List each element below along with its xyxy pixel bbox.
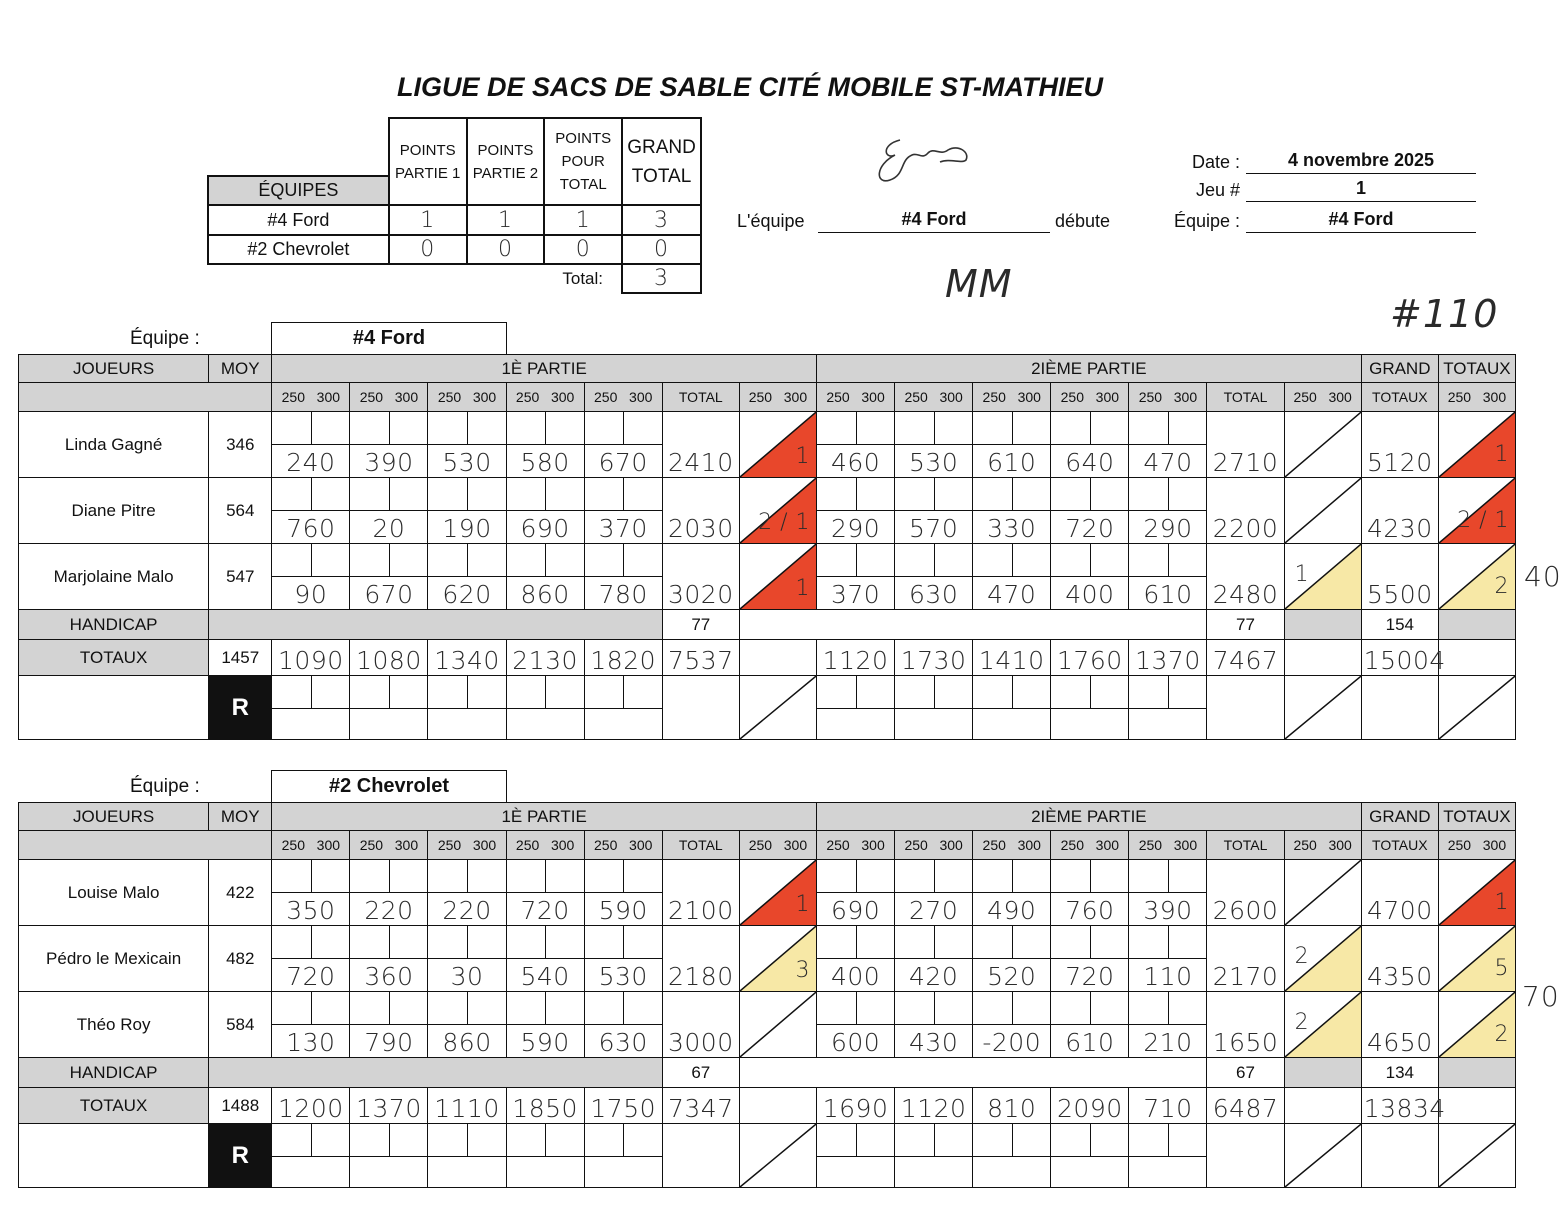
totaux-cell: 710 xyxy=(1129,1088,1207,1124)
totaux-cell: 1690 xyxy=(817,1088,895,1124)
team-block-chevrolet xyxy=(18,770,1516,1188)
totaux-gt: 15004 xyxy=(1361,640,1438,676)
totaux-gt: 13834 xyxy=(1361,1088,1438,1124)
summary-p2: 0 xyxy=(467,235,545,264)
sub-300: 300 xyxy=(1173,389,1198,405)
sub-300: 300 xyxy=(939,389,963,405)
bonus-2: 1 xyxy=(1284,544,1361,610)
score-cell: 420 xyxy=(895,926,973,992)
totaux-bonus: 1 xyxy=(1438,860,1515,926)
sub-250: 250 xyxy=(1138,837,1163,853)
totaux-cell: 1750 xyxy=(584,1088,662,1124)
sub-300: 300 xyxy=(316,837,341,853)
hdr-partie-2: 2IÈME PARTIE xyxy=(817,355,1362,383)
totaux-cell: 1370 xyxy=(1129,640,1207,676)
debute-label: débute xyxy=(1055,211,1111,231)
handicap-label: HANDICAP xyxy=(19,1058,209,1088)
equipe-label: Équipe : xyxy=(1173,211,1240,231)
summary-total-label: Total: xyxy=(562,269,603,288)
bonus-1: 2 / 1 xyxy=(739,478,816,544)
score-cell: 860 xyxy=(506,544,584,610)
sub-header xyxy=(584,383,662,412)
score-cell: 790 xyxy=(350,992,428,1058)
totaux-cell: 1370 xyxy=(350,1088,428,1124)
sub-header xyxy=(1129,383,1207,412)
player-moy: 346 xyxy=(209,412,272,478)
handicap-p2: 67 xyxy=(1207,1058,1284,1088)
score-cell: 570 xyxy=(895,478,973,544)
sub-300: 300 xyxy=(1017,837,1041,853)
score-cell: 610 xyxy=(1051,992,1129,1058)
totaux-cell: 810 xyxy=(973,1088,1051,1124)
sub-header xyxy=(1438,831,1515,860)
sub-header xyxy=(895,831,973,860)
score-cell: 760 xyxy=(1051,860,1129,926)
totaux-cell: 1200 xyxy=(272,1088,350,1124)
totaux-cell: 1120 xyxy=(817,640,895,676)
total-1: 3000 xyxy=(662,992,739,1058)
summary-gt: 3 xyxy=(622,205,701,235)
summary-total-value: 3 xyxy=(622,264,701,293)
jeu-label: Jeu # xyxy=(1195,180,1240,200)
sub-250: 250 xyxy=(281,837,305,853)
summary-table xyxy=(207,117,702,294)
sub-250: 250 xyxy=(594,389,618,405)
signature xyxy=(870,120,980,190)
score-cell: 530 xyxy=(428,412,506,478)
score-cell: 590 xyxy=(506,992,584,1058)
hdr-totaux: TOTAUX xyxy=(1438,803,1515,831)
hdr-moy: MOY xyxy=(209,355,272,383)
player-name: Marjolaine Malo xyxy=(19,544,209,610)
sub-250: 250 xyxy=(904,389,928,405)
score-cell: 690 xyxy=(817,860,895,926)
sub-header xyxy=(1284,831,1361,860)
sub-300: 300 xyxy=(1328,837,1352,853)
page-title: LIGUE DE SACS DE SABLE CITÉ MOBILE ST-MATHIEU xyxy=(396,72,1104,102)
hdr-grand-total: GRAND TOTAL xyxy=(622,118,701,205)
totaux-bonus: 5 xyxy=(1438,926,1515,992)
totaux-bonus: 2 / 1 xyxy=(1438,478,1515,544)
totaux-cell: 1340 xyxy=(428,640,506,676)
score-cell: 290 xyxy=(817,478,895,544)
score-cell: 760 xyxy=(272,478,350,544)
score-cell: 610 xyxy=(973,412,1051,478)
sub-250: 250 xyxy=(1060,837,1084,853)
sub-250: 250 xyxy=(1138,389,1163,405)
score-cell: 130 xyxy=(272,992,350,1058)
score-cell: 370 xyxy=(584,478,662,544)
score-cell: 640 xyxy=(1051,412,1129,478)
totaux-t2: 7467 xyxy=(1207,640,1284,676)
totaux-cell: 2130 xyxy=(506,640,584,676)
total-1: 2030 xyxy=(662,478,739,544)
summary-pt: 0 xyxy=(544,235,622,264)
sub-header xyxy=(506,831,584,860)
hdr-grand: GRAND xyxy=(1361,803,1438,831)
sub-header xyxy=(428,383,506,412)
total-2: 1650 xyxy=(1207,992,1284,1058)
player-moy: 482 xyxy=(209,926,272,992)
sub-header xyxy=(817,383,895,412)
grand-total: 4350 xyxy=(1361,926,1438,992)
score-cell: 860 xyxy=(428,992,506,1058)
player-moy: 564 xyxy=(209,478,272,544)
score-cell: 460 xyxy=(817,412,895,478)
sub-300: 300 xyxy=(1482,837,1507,853)
sub-250: 250 xyxy=(1447,837,1472,853)
handicap-p1: 67 xyxy=(662,1058,739,1088)
team-name: #4 Ford xyxy=(271,322,507,354)
handicap-label: HANDICAP xyxy=(19,610,209,640)
totaux-cell: 1080 xyxy=(350,640,428,676)
score-cell: 540 xyxy=(506,926,584,992)
score-cell: 470 xyxy=(973,544,1051,610)
summary-p1: 0 xyxy=(389,235,467,264)
total-2: 2200 xyxy=(1207,478,1284,544)
summary-pt: 1 xyxy=(544,205,622,235)
player-moy: 547 xyxy=(209,544,272,610)
score-cell: 590 xyxy=(584,860,662,926)
total-1: 2180 xyxy=(662,926,739,992)
score-cell: 240 xyxy=(272,412,350,478)
sub-250: 250 xyxy=(826,389,850,405)
sub-250: 250 xyxy=(437,837,462,853)
bonus-2: 2 xyxy=(1284,992,1361,1058)
totaux-t2: 6487 xyxy=(1207,1088,1284,1124)
score-cell: 330 xyxy=(973,478,1051,544)
score-cell: 470 xyxy=(1129,412,1207,478)
r-marker: R xyxy=(209,1124,272,1188)
totaux-cell: 1090 xyxy=(272,640,350,676)
hdr-partie-2: 2IÈME PARTIE xyxy=(817,803,1362,831)
hdr-total: TOTAL xyxy=(662,831,739,860)
sub-300: 300 xyxy=(783,837,808,853)
score-cell: 670 xyxy=(350,544,428,610)
totaux-bonus: 2 xyxy=(1438,992,1515,1058)
summary-p1: 1 xyxy=(389,205,467,235)
side-note-40: 40 xyxy=(1524,560,1562,593)
player-name: Pédro le Mexicain xyxy=(19,926,209,992)
sub-300: 300 xyxy=(550,389,575,405)
date-label: Date : xyxy=(1191,152,1240,172)
score-cell: 270 xyxy=(895,860,973,926)
hdr-total: TOTAL xyxy=(662,383,739,412)
totaux-bonus: 1 xyxy=(1438,412,1515,478)
lequipe-value: #4 Ford xyxy=(818,209,1050,233)
sub-250: 250 xyxy=(359,389,384,405)
total-2: 2480 xyxy=(1207,544,1284,610)
summary-team: #4 Ford xyxy=(208,205,389,235)
sub-header xyxy=(973,831,1051,860)
score-cell: 220 xyxy=(428,860,506,926)
summary-team: #2 Chevrolet xyxy=(208,235,389,264)
score-cell: 190 xyxy=(428,478,506,544)
sub-header xyxy=(272,831,350,860)
player-moy: 422 xyxy=(209,860,272,926)
score-cell: 610 xyxy=(1129,544,1207,610)
sub-300: 300 xyxy=(629,389,653,405)
sub-250: 250 xyxy=(1060,389,1084,405)
score-cell: 580 xyxy=(506,412,584,478)
grand-total: 4230 xyxy=(1361,478,1438,544)
sub-250: 250 xyxy=(1293,837,1317,853)
sub-300: 300 xyxy=(939,837,963,853)
sub-300: 300 xyxy=(1095,837,1120,853)
score-cell: 720 xyxy=(1051,478,1129,544)
initials-note: MM xyxy=(945,262,1013,306)
r-marker: R xyxy=(209,676,272,740)
hdr-joueurs: JOUEURS xyxy=(19,355,209,383)
total-1: 2410 xyxy=(662,412,739,478)
score-cell: 780 xyxy=(584,544,662,610)
sub-250: 250 xyxy=(1293,389,1317,405)
sub-300: 300 xyxy=(1095,389,1120,405)
sub-header xyxy=(739,831,816,860)
totaux-cell: 1410 xyxy=(973,640,1051,676)
sub-header xyxy=(739,383,816,412)
sub-300: 300 xyxy=(1173,837,1198,853)
score-cell: 490 xyxy=(973,860,1051,926)
grand-total: 4650 xyxy=(1361,992,1438,1058)
score-cell: 90 xyxy=(272,544,350,610)
score-cell: 720 xyxy=(1051,926,1129,992)
sub-300: 300 xyxy=(1482,389,1507,405)
hdr-totaux: TOTAUX xyxy=(1361,831,1438,860)
sub-250: 250 xyxy=(1447,389,1472,405)
sub-300: 300 xyxy=(316,389,341,405)
score-cell: 370 xyxy=(817,544,895,610)
score-cell: 220 xyxy=(350,860,428,926)
sub-300: 300 xyxy=(783,389,808,405)
score-cell: 530 xyxy=(895,412,973,478)
sub-header xyxy=(350,383,428,412)
hdr-totaux: TOTAUX xyxy=(1361,383,1438,412)
sub-300: 300 xyxy=(394,837,419,853)
sub-250: 250 xyxy=(515,837,540,853)
score-cell: 360 xyxy=(350,926,428,992)
grand-total: 5500 xyxy=(1361,544,1438,610)
sub-300: 300 xyxy=(629,837,653,853)
score-cell: 530 xyxy=(584,926,662,992)
player-moy: 584 xyxy=(209,992,272,1058)
sub-300: 300 xyxy=(1017,389,1041,405)
handicap-p1: 77 xyxy=(662,610,739,640)
sub-250: 250 xyxy=(982,389,1006,405)
sub-250: 250 xyxy=(904,837,928,853)
score-cell: 630 xyxy=(895,544,973,610)
hdr-total: TOTAL xyxy=(1207,383,1284,412)
sub-header xyxy=(1284,383,1361,412)
bonus-2 xyxy=(1284,860,1361,926)
score-cell: -200 xyxy=(973,992,1051,1058)
bonus-1 xyxy=(739,992,816,1058)
sub-header xyxy=(506,383,584,412)
score-cell: 30 xyxy=(428,926,506,992)
player-name: Linda Gagné xyxy=(19,412,209,478)
sub-header xyxy=(1438,383,1515,412)
bonus-2 xyxy=(1284,412,1361,478)
sub-250: 250 xyxy=(826,837,850,853)
sub-header xyxy=(1051,831,1129,860)
sub-header xyxy=(1129,831,1207,860)
score-cell: 690 xyxy=(506,478,584,544)
date-value: 4 novembre 2025 xyxy=(1246,150,1476,174)
bonus-1: 3 xyxy=(739,926,816,992)
total-1: 3020 xyxy=(662,544,739,610)
score-cell: 630 xyxy=(584,992,662,1058)
hdr-grand: GRAND xyxy=(1361,355,1438,383)
score-cell: 670 xyxy=(584,412,662,478)
hdr-points-pour-total: POINTS POUR TOTAL xyxy=(544,118,622,205)
sub-300: 300 xyxy=(394,389,419,405)
team-block-ford xyxy=(18,322,1516,740)
score-cell: 720 xyxy=(272,926,350,992)
handicap-gt: 134 xyxy=(1361,1058,1438,1088)
sub-300: 300 xyxy=(472,389,497,405)
hdr-points-partie-1: POINTS PARTIE 1 xyxy=(389,118,467,205)
score-cell: 210 xyxy=(1129,992,1207,1058)
score-cell: 290 xyxy=(1129,478,1207,544)
jeu-value: 1 xyxy=(1246,178,1476,202)
player-name: Diane Pitre xyxy=(19,478,209,544)
total-2: 2170 xyxy=(1207,926,1284,992)
sub-250: 250 xyxy=(748,837,773,853)
sub-250: 250 xyxy=(748,389,773,405)
totaux-t1: 7347 xyxy=(662,1088,739,1124)
sub-header xyxy=(973,383,1051,412)
handicap-gt: 154 xyxy=(1361,610,1438,640)
sub-300: 300 xyxy=(550,837,575,853)
sub-250: 250 xyxy=(437,389,462,405)
totaux-moy: 1488 xyxy=(209,1088,272,1124)
bonus-2 xyxy=(1284,478,1361,544)
total-2: 2710 xyxy=(1207,412,1284,478)
hdr-total: TOTAL xyxy=(1207,831,1284,860)
sub-header xyxy=(272,383,350,412)
sub-300: 300 xyxy=(472,837,497,853)
hdr-equipes: ÉQUIPES xyxy=(208,176,389,205)
summary-p2: 1 xyxy=(467,205,545,235)
score-cell: 390 xyxy=(350,412,428,478)
player-name: Louise Malo xyxy=(19,860,209,926)
hdr-points-partie-2: POINTS PARTIE 2 xyxy=(467,118,545,205)
summary-gt: 0 xyxy=(622,235,701,264)
side-note-70: 70 xyxy=(1522,980,1560,1013)
bonus-1: 1 xyxy=(739,544,816,610)
score-cell: 720 xyxy=(506,860,584,926)
sub-250: 250 xyxy=(594,837,618,853)
score-cell: 400 xyxy=(1051,544,1129,610)
totaux-cell: 1730 xyxy=(895,640,973,676)
total-1: 2100 xyxy=(662,860,739,926)
total-2: 2600 xyxy=(1207,860,1284,926)
sub-250: 250 xyxy=(281,389,305,405)
score-cell: 20 xyxy=(350,478,428,544)
score-cell: 350 xyxy=(272,860,350,926)
grand-total: 4700 xyxy=(1361,860,1438,926)
totaux-cell: 1110 xyxy=(428,1088,506,1124)
sub-250: 250 xyxy=(359,837,384,853)
totaux-bonus: 2 xyxy=(1438,544,1515,610)
sub-300: 300 xyxy=(861,389,885,405)
bonus-1: 1 xyxy=(739,860,816,926)
grand-total: 5120 xyxy=(1361,412,1438,478)
bonus-1: 1 xyxy=(739,412,816,478)
score-cell: 600 xyxy=(817,992,895,1058)
note-110: #110 xyxy=(1390,292,1499,336)
sub-300: 300 xyxy=(861,837,885,853)
sub-header xyxy=(895,383,973,412)
score-cell: 520 xyxy=(973,926,1051,992)
hdr-totaux: TOTAUX xyxy=(1438,355,1515,383)
hdr-partie-1: 1È PARTIE xyxy=(272,355,817,383)
score-cell: 390 xyxy=(1129,860,1207,926)
bonus-2: 2 xyxy=(1284,926,1361,992)
totaux-moy: 1457 xyxy=(209,640,272,676)
sub-header xyxy=(350,831,428,860)
sub-300: 300 xyxy=(1328,389,1352,405)
sub-header xyxy=(817,831,895,860)
totaux-cell: 1760 xyxy=(1051,640,1129,676)
score-cell: 400 xyxy=(817,926,895,992)
hdr-joueurs: JOUEURS xyxy=(19,803,209,831)
totaux-t1: 7537 xyxy=(662,640,739,676)
totaux-cell: 1120 xyxy=(895,1088,973,1124)
sub-header xyxy=(428,831,506,860)
team-label: Équipe : xyxy=(130,328,200,349)
score-cell: 110 xyxy=(1129,926,1207,992)
sub-250: 250 xyxy=(515,389,540,405)
totaux-cell: 2090 xyxy=(1051,1088,1129,1124)
hdr-partie-1: 1È PARTIE xyxy=(272,803,817,831)
hdr-moy: MOY xyxy=(209,803,272,831)
equipe-value: #4 Ford xyxy=(1246,209,1476,233)
totaux-label: TOTAUX xyxy=(19,640,209,676)
totaux-label: TOTAUX xyxy=(19,1088,209,1124)
team-label: Équipe : xyxy=(130,776,200,797)
sub-250: 250 xyxy=(982,837,1006,853)
totaux-cell: 1820 xyxy=(584,640,662,676)
sub-header xyxy=(584,831,662,860)
handicap-p2: 77 xyxy=(1207,610,1284,640)
totaux-cell: 1850 xyxy=(506,1088,584,1124)
player-name: Théo Roy xyxy=(19,992,209,1058)
team-name: #2 Chevrolet xyxy=(271,770,507,802)
lequipe-label: L'équipe xyxy=(737,211,805,231)
score-cell: 620 xyxy=(428,544,506,610)
sub-header xyxy=(1051,383,1129,412)
score-cell: 430 xyxy=(895,992,973,1058)
